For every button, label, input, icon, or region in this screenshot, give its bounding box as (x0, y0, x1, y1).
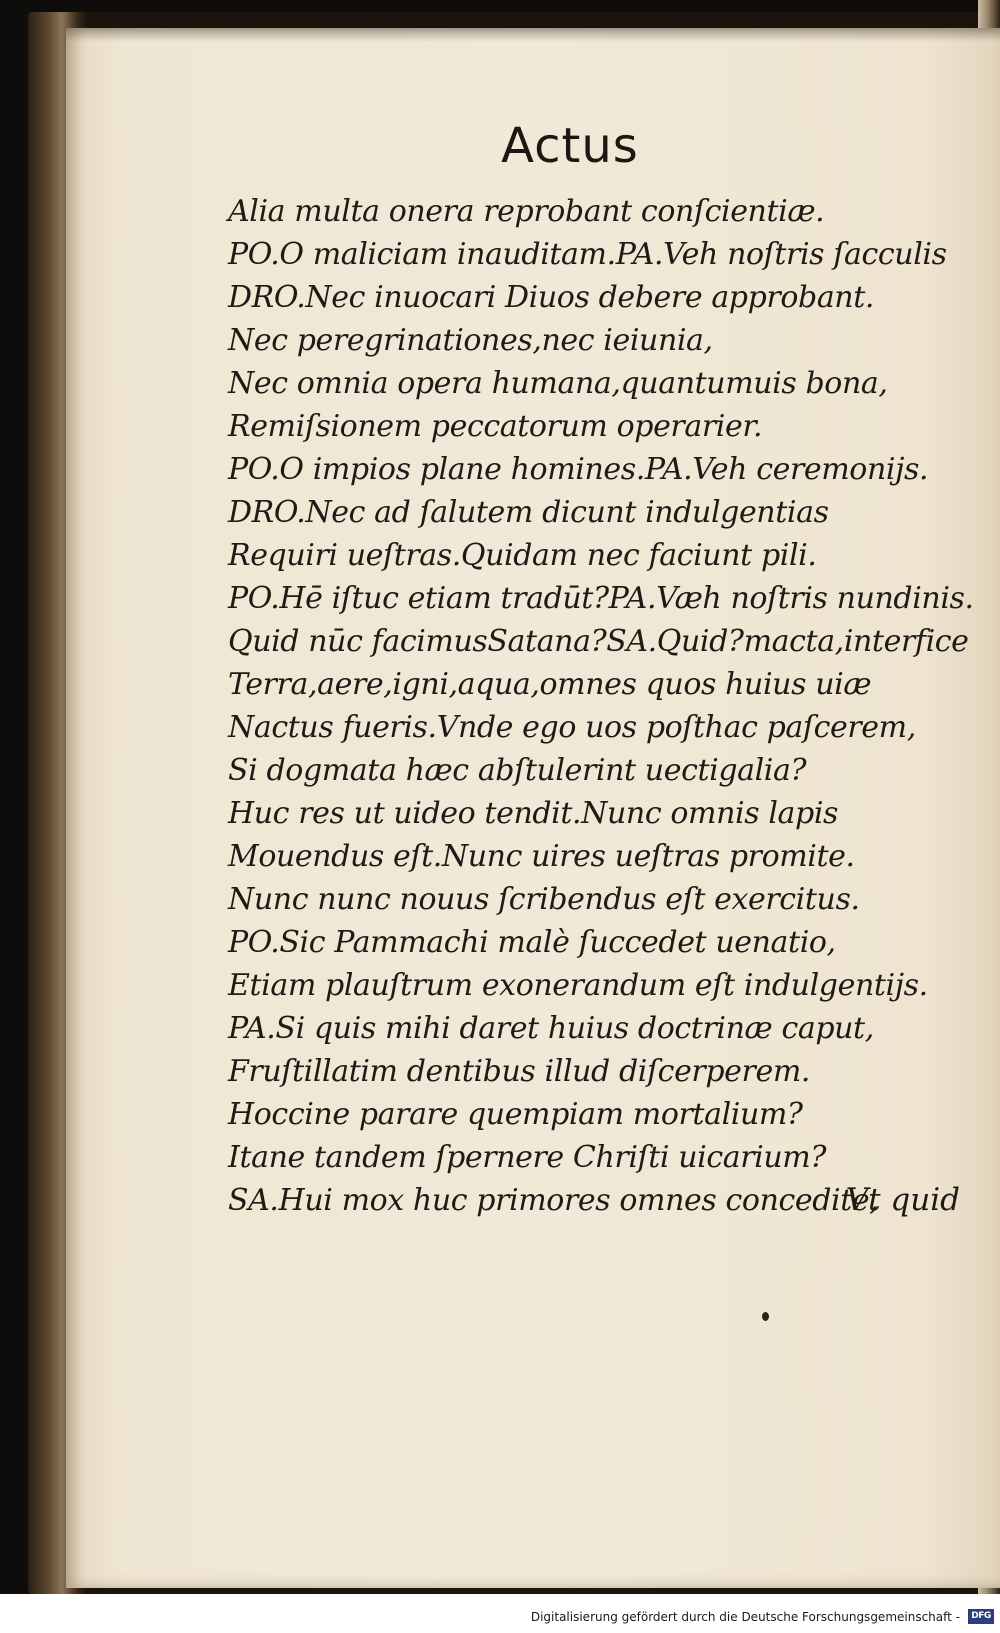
text-line: Nec omnia opera humana,quantumuis bona, (228, 366, 888, 401)
text-line: PO.Sic Pammachi malè ſuccedet uenatio, (228, 925, 836, 960)
text-line: DRO.Nec inuocari Diuos debere approbant. (228, 280, 875, 315)
text-line: Itane tandem ſpernere Chriſti uicarium? (228, 1140, 827, 1175)
text-line: Mouendus eſt.Nunc uires ueſtras promite. (228, 839, 855, 874)
text-line: PO.Hē iſtuc etiam tradūt?PA.Væh noſtris nundinis. (228, 581, 974, 616)
text-line: Fruſtillatim dentibus illud diſcerperem. (228, 1054, 811, 1089)
dfg-logo: DFG (968, 1609, 994, 1624)
text-line: Huc res ut uideo tendit.Nunc omnis lapis (228, 796, 839, 831)
text-line: Hoccine parare quempiam mortalium? (228, 1097, 803, 1132)
text-line: Nactus fueris.Vnde ego uos poſthac paſcerem, (228, 710, 916, 745)
text-line: Quid nūc facimusSatana?SA.Quid?macta,interfice (228, 624, 969, 659)
catchword: Vt quid (845, 1182, 960, 1218)
text-line: PO.O maliciam inauditam.PA.Veh noſtris ſacculis (228, 237, 947, 272)
text-line: DRO.Nec ad ſalutem dicunt indulgentias (228, 495, 829, 530)
footer-bar (0, 1594, 1000, 1633)
text-lines (228, 190, 974, 1222)
text-line: Requiri ueſtras.Quidam nec faciunt pili. (228, 538, 817, 573)
text-line: Si dogmata hæc abſtulerint uectigalia? (228, 753, 807, 788)
text-line: PO.O impios plane homines.PA.Veh ceremonijs. (228, 452, 929, 487)
text-line: Nec peregrinationes,nec ieiunia, (228, 323, 713, 358)
page-heading: Actus (501, 118, 639, 174)
text-line: Alia multa onera reprobant conſcientiæ. (228, 194, 825, 229)
page-top-shadow (66, 28, 1000, 42)
text-line: Remiſsionem peccatorum operarier. (228, 409, 763, 444)
text-line: Nunc nunc nouus ſcribendus eſt exercitus. (228, 882, 860, 917)
text-line: Etiam plauſtrum exonerandum eſt indulgentijs. (228, 968, 928, 1003)
footer-credit: Digitalisierung gefördert durch die Deutsche Forschungsgemeinschaft - (530, 1610, 960, 1624)
text-line: PA.Si quis mihi daret huius doctrinæ caput, (228, 1011, 874, 1046)
text-line: Terra,aere,igni,aqua,omnes quos huius uiæ (228, 667, 872, 702)
ink-speck (762, 1312, 769, 1321)
text-line: SA.Hui mox huc primores omnes concedite, (228, 1183, 879, 1218)
